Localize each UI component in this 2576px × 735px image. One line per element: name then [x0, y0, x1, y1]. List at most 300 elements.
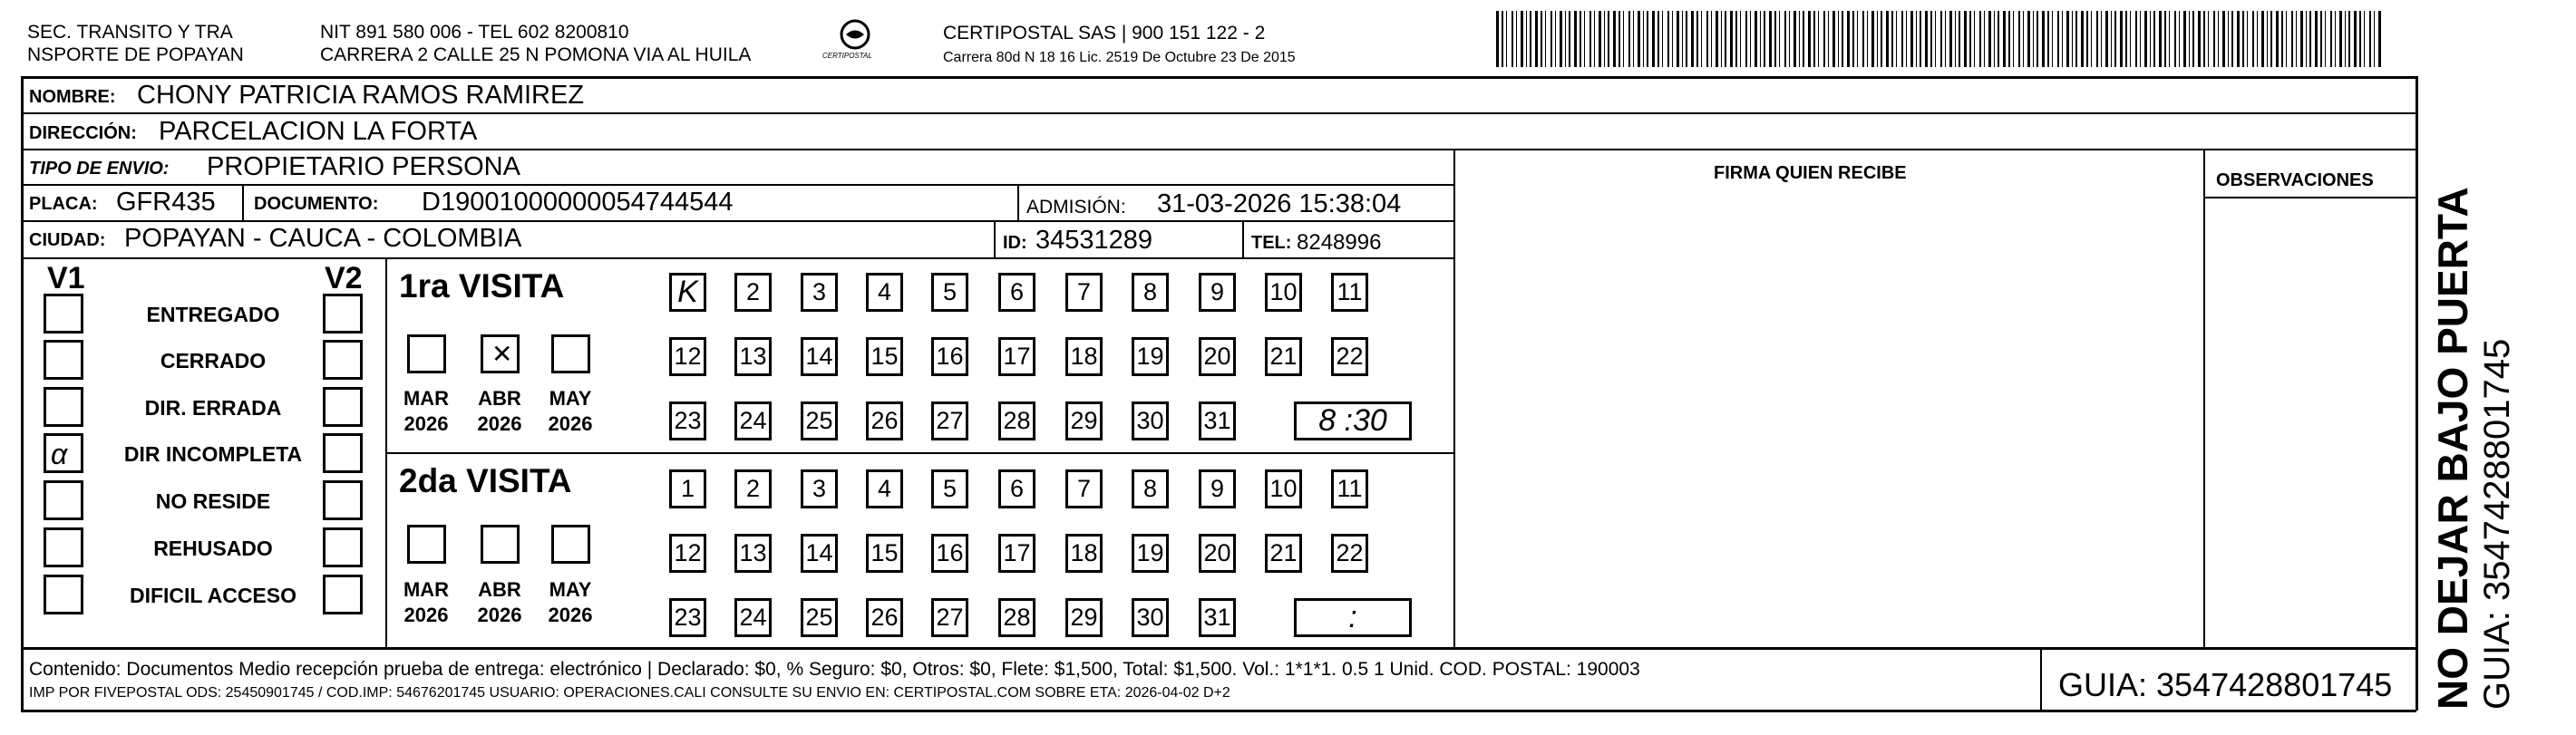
second-visit-month-label	[399, 577, 453, 627]
barcode-bar	[2169, 11, 2170, 67]
first-visit-day-box: 12	[669, 337, 706, 376]
barcode-bar	[1877, 11, 1878, 67]
barcode-bar	[2036, 11, 2038, 67]
second-visit-day-box: 31	[1199, 598, 1236, 637]
first-visit-day-box: 26	[866, 401, 903, 440]
v1-checkbox	[44, 433, 83, 473]
barcode-bar	[1920, 11, 1921, 67]
barcode-bar	[1633, 11, 1634, 67]
barcode-bar	[1512, 11, 1513, 67]
barcode-bar	[2091, 11, 2092, 67]
second-visit-day-box: 26	[866, 598, 903, 637]
second-visit-day-box: 30	[1132, 598, 1169, 637]
frame-line	[1453, 149, 1455, 648]
barcode-bar	[2003, 11, 2006, 67]
barcode-bar	[1930, 11, 1932, 67]
barcode-bar	[2306, 11, 2307, 67]
barcode-bar	[2023, 11, 2024, 67]
barcode-bar	[1906, 11, 1907, 67]
document-value: D19001000000054744544	[422, 188, 734, 217]
second-visit-month-name: ABR	[478, 578, 521, 601]
barcode-bar	[2291, 11, 2293, 67]
barcode-bar	[1755, 11, 1757, 67]
barcode-bar	[1964, 11, 1967, 67]
barcode-bar	[2354, 11, 2357, 67]
barcode-bar	[2270, 11, 2272, 67]
second-visit-day-box: 7	[1065, 469, 1103, 508]
first-visit-day-box: 4	[866, 273, 903, 312]
second-visit-title: 2da VISITA	[399, 462, 572, 499]
barcode-bar	[1916, 11, 1917, 67]
barcode-bar	[2174, 11, 2176, 67]
barcode-bar	[1691, 11, 1694, 67]
barcode-bar	[2218, 11, 2219, 67]
side-text	[2430, 113, 2566, 711]
first-visit-day-box: 11	[1331, 273, 1368, 312]
barcode-bar	[2228, 11, 2229, 67]
barcode-bar	[1569, 11, 1570, 67]
barcode-bar	[1643, 11, 1644, 67]
barcode-bar	[1764, 11, 1765, 67]
barcode-bar	[2086, 11, 2088, 67]
v1-checkbox	[44, 480, 83, 520]
second-visit-day-box: 27	[931, 598, 968, 637]
barcode-bar	[1623, 11, 1624, 67]
barcode-bar	[1521, 11, 1523, 67]
barcode-bar	[1530, 11, 1531, 67]
barcode-bar	[2105, 11, 2108, 67]
barcode-bar	[1555, 11, 1556, 67]
barcode-bar	[1818, 11, 1819, 67]
frame-line	[2203, 149, 2205, 648]
second-visit-day-box: 1	[669, 469, 706, 508]
second-visit-day-box: 19	[1132, 534, 1169, 573]
barcode-bar	[2237, 11, 2240, 67]
barcode-bar	[1516, 11, 1517, 67]
v1-checkbox	[44, 294, 83, 334]
sender-org-line2: NSPORTE DE POPAYAN	[27, 44, 244, 65]
second-visit-day-box: 21	[1265, 534, 1302, 573]
barcode-bar	[1496, 11, 1499, 67]
barcode-bar	[1828, 11, 1829, 67]
barcode-bar	[1619, 11, 1620, 67]
second-visit-month-name: MAR	[403, 578, 450, 601]
barcode-bar	[2072, 11, 2073, 67]
barcode-bar	[1901, 11, 1903, 67]
first-visit-month-year: 2026	[548, 411, 593, 435]
barcode-bar	[1506, 11, 1507, 67]
status-label: NO RESIDE	[155, 489, 271, 513]
barcode-bar	[2062, 11, 2063, 67]
barcode-bar	[1647, 11, 1648, 67]
barcode-bar	[2153, 11, 2155, 67]
barcode-bar	[1682, 11, 1683, 67]
barcode-bar	[1842, 11, 1843, 67]
barcode-bar	[2140, 11, 2141, 67]
second-visit-day-box: 28	[998, 598, 1035, 637]
barcode-bar	[1871, 11, 1874, 67]
frame-line	[2040, 647, 2042, 711]
barcode-bar	[1998, 11, 1999, 67]
document-label: DOCUMENTO:	[254, 194, 379, 214]
first-visit-day-box: 25	[801, 401, 838, 440]
frame-line	[1242, 220, 1244, 257]
first-visit-day-box: 28	[998, 401, 1035, 440]
barcode-bar	[2359, 11, 2361, 67]
barcode-bar	[1545, 11, 1546, 67]
barcode-bar	[1988, 11, 1991, 67]
v2-checkbox	[323, 480, 363, 520]
tel-value: 8248996	[1297, 230, 1382, 255]
barcode-bar	[1565, 11, 1566, 67]
barcode-bar	[2276, 11, 2279, 67]
second-visit-day-box: 15	[866, 534, 903, 573]
barcode-bar	[1535, 11, 1538, 67]
first-visit-day-box: 14	[801, 337, 838, 376]
barcode-bar	[1857, 11, 1858, 67]
barcode-bar	[1652, 11, 1655, 67]
barcode-bar	[1696, 11, 1698, 67]
first-visit-month-label	[472, 386, 527, 436]
id-label: ID:	[1003, 233, 1027, 253]
barcode-bar	[2081, 11, 2084, 67]
frame-line	[1017, 184, 1019, 221]
frame-line	[21, 76, 2416, 79]
tel-label: TEL:	[1251, 233, 1292, 253]
barcode-bar	[1662, 11, 1663, 67]
barcode-bar	[2369, 11, 2371, 67]
barcode-bar	[1502, 11, 1503, 67]
barcode-bar	[2096, 11, 2098, 67]
first-visit-day-box-marked	[669, 273, 706, 312]
v1-checkbox	[44, 387, 83, 427]
first-visit-month-box	[551, 334, 590, 373]
barcode-bar	[1803, 11, 1804, 67]
courier-address: Carrera 80d N 18 16 Lic. 2519 De Octubre 23 De 2015	[943, 50, 1296, 65]
first-visit-month-label	[399, 386, 453, 436]
barcode-bar	[1823, 11, 1825, 67]
first-visit-month-label	[543, 386, 598, 436]
frame-line	[385, 452, 1453, 454]
barcode-bar	[2052, 11, 2053, 67]
first-visit-day-box: 23	[669, 401, 706, 440]
second-visit-day-box: 24	[734, 598, 772, 637]
status-label: DIR INCOMPLETA	[123, 442, 303, 466]
barcode-bar	[1891, 11, 1893, 67]
barcode-bar	[1784, 11, 1786, 67]
barcode-bar	[2261, 11, 2264, 67]
barcode-bar	[2231, 11, 2233, 67]
plate-value: GFR435	[116, 188, 216, 217]
barcode-bar	[2364, 11, 2365, 67]
first-visit-day-box: 19	[1132, 337, 1169, 376]
barcode-bar	[2008, 11, 2010, 67]
second-visit-day-box: 14	[801, 534, 838, 573]
barcode-bar	[2325, 11, 2326, 67]
first-visit-month-year: 2026	[477, 411, 522, 435]
barcode-bar	[2013, 11, 2014, 67]
footer-guia: GUIA: 3547428801745	[2058, 666, 2393, 703]
first-visit-month-name: MAR	[403, 387, 450, 410]
first-visit-day-box: 5	[931, 273, 968, 312]
barcode-bar	[1867, 11, 1868, 67]
barcode-bar	[1750, 11, 1751, 67]
v2-checkbox	[323, 294, 363, 334]
barcode-bar	[1935, 11, 1936, 67]
second-visit-day-box: 9	[1199, 469, 1236, 508]
second-visit-day-box: 4	[866, 469, 903, 508]
city-value: POPAYAN - CAUCA - COLOMBIA	[124, 224, 522, 253]
barcode-bar	[1886, 11, 1889, 67]
barcode-bar	[2339, 11, 2342, 67]
barcode-bar	[2027, 11, 2030, 67]
second-visit-day-box: 10	[1265, 469, 1302, 508]
second-visit-day-box: 23	[669, 598, 706, 637]
barcode-bar	[1896, 11, 1897, 67]
first-visit-day-box: 2	[734, 273, 772, 312]
barcode-bar	[1584, 11, 1585, 67]
first-visit-day-box: 21	[1265, 337, 1302, 376]
barcode-bar	[1769, 11, 1772, 67]
barcode-bar	[2179, 11, 2180, 67]
v2-checkbox	[323, 387, 363, 427]
first-visit-month-box	[407, 334, 446, 373]
first-visit-day-box: 13	[734, 337, 772, 376]
frame-line	[21, 76, 24, 711]
second-visit-month-year: 2026	[548, 603, 593, 626]
barcode-bar	[1959, 11, 1960, 67]
barcode-bar	[2101, 11, 2102, 67]
barcode-bar	[1984, 11, 1985, 67]
barcode-bar	[1735, 11, 1737, 67]
barcode-bar	[1862, 11, 1864, 67]
barcode-bar	[1526, 11, 1527, 67]
barcode-bar	[2130, 11, 2131, 67]
barcode-bar	[1832, 11, 1835, 67]
frame-line	[21, 220, 1453, 222]
frame-line	[21, 184, 1453, 186]
courier-name: CERTIPOSTAL SAS | 900 151 122 - 2	[943, 23, 1266, 44]
barcode-bar	[1793, 11, 1796, 67]
barcode-bar	[2164, 11, 2166, 67]
barcode-bar	[1774, 11, 1776, 67]
barcode-bar	[1838, 11, 1839, 67]
frame-line	[21, 647, 2416, 650]
barcode-bar	[1789, 11, 1790, 67]
barcode-bar	[2075, 11, 2077, 67]
second-visit-day-box: 2	[734, 469, 772, 508]
barcode-bar	[2330, 11, 2332, 67]
barcode-bar	[2242, 11, 2244, 67]
barcode-bar	[1604, 11, 1605, 67]
first-visit-day-box: 18	[1065, 337, 1103, 376]
barcode-bar	[1667, 11, 1669, 67]
barcode-bar	[1706, 11, 1708, 67]
barcode-bar	[2300, 11, 2303, 67]
barcode-bar	[2374, 11, 2375, 67]
second-visit-month-label	[543, 577, 598, 627]
barcode-bar	[1779, 11, 1780, 67]
side-guia: GUIA: 3547428801745	[2477, 338, 2517, 710]
admission-value: 31-03-2026 15:38:04	[1157, 189, 1402, 218]
barcode-bar	[2125, 11, 2127, 67]
barcode-bar	[2120, 11, 2123, 67]
barcode-bar	[1969, 11, 1971, 67]
barcode-bar	[1574, 11, 1577, 67]
barcode-bar	[2042, 11, 2045, 67]
shipment-type: PROPIETARIO PERSONA	[207, 152, 520, 181]
barcode-bar	[2144, 11, 2147, 67]
barcode-bar	[2247, 11, 2248, 67]
second-visit-day-box: 6	[998, 469, 1035, 508]
barcode-bar	[2203, 11, 2205, 67]
first-visit-day-box: 22	[1331, 337, 1368, 376]
barcode-bar	[2150, 11, 2151, 67]
barcode-bar	[2252, 11, 2254, 67]
first-visit-month-box-marked	[481, 334, 520, 373]
admission-label: ADMISIÓN:	[1026, 197, 1126, 218]
frame-line	[21, 112, 2416, 114]
barcode-bar	[1550, 11, 1552, 67]
barcode-bar	[1799, 11, 1800, 67]
frame-line	[385, 257, 387, 648]
barcode-bar	[1657, 11, 1659, 67]
first-visit-time-box: 8 :30	[1294, 401, 1412, 440]
barcode-bar	[1711, 11, 1712, 67]
barcode-bar	[2345, 11, 2346, 67]
first-visit-day-box: 3	[801, 273, 838, 312]
barcode-bar	[1721, 11, 1722, 67]
id-value: 34531289	[1035, 226, 1153, 255]
barcode	[1496, 11, 2386, 67]
barcode-bar	[1580, 11, 1581, 67]
second-visit-day-box: 25	[801, 598, 838, 637]
barcode-bar	[2320, 11, 2322, 67]
barcode-bar	[1599, 11, 1601, 67]
first-visit-day-box: 17	[998, 337, 1035, 376]
first-visit-month-mark: ✕	[491, 340, 513, 368]
v2-checkbox	[323, 575, 363, 614]
second-visit-day-box: 18	[1065, 534, 1103, 573]
first-visit-day-box: 10	[1265, 273, 1302, 312]
barcode-bar	[2309, 11, 2311, 67]
barcode-bar	[2189, 11, 2190, 67]
barcode-bar	[1813, 11, 1815, 67]
content-line: Contenido: Documentos Medio recepción prueba de entrega: electrónico | Declarado: $0, % Seguro: $0, Otros: $0, Flete: $1,500, Total: $1,500. Vol.: 1*1*1. 0.5 1 Unid. COD. POSTAL: 190003	[29, 659, 1640, 680]
no-dejar-bajo-puerta: NO DEJAR BAJO PUERTA	[2429, 187, 2476, 710]
barcode-bar	[2296, 11, 2297, 67]
barcode-bar	[2159, 11, 2162, 67]
barcode-bar	[2208, 11, 2209, 67]
barcode-bar	[1701, 11, 1702, 67]
plate-label: PLACA:	[29, 194, 98, 214]
barcode-bar	[2183, 11, 2186, 67]
first-visit-title: 1ra VISITA	[399, 267, 565, 305]
barcode-bar	[2286, 11, 2287, 67]
recipient-name: CHONY PATRICIA RAMOS RAMIREZ	[137, 81, 585, 110]
first-visit-month-name: ABR	[478, 387, 521, 410]
imp-line: IMP POR FIVEPOSTAL ODS: 25450901745 / COD.IMP: 54676201745 USUARIO: OPERACIONES.CALI CONSULTE SU ENVIO EN: CERTIPOSTAL.COM SOBRE ETA: 2026-04-02 D+2	[29, 685, 1230, 701]
barcode-bar	[1940, 11, 1942, 67]
barcode-bar	[1881, 11, 1882, 67]
first-visit-month-year: 2026	[403, 411, 449, 435]
first-visit-day-box: 27	[931, 401, 968, 440]
barcode-bar	[2111, 11, 2112, 67]
barcode-bar	[1716, 11, 1718, 67]
second-visit-month-name: MAY	[549, 578, 592, 601]
barcode-bar	[1955, 11, 1956, 67]
barcode-bar	[1852, 11, 1854, 67]
first-visit-day-box: 29	[1065, 401, 1103, 440]
observations-header: OBSERVACIONES	[2216, 170, 2374, 190]
type-label: TIPO DE ENVIO:	[29, 159, 170, 179]
v1-checkbox	[44, 340, 83, 380]
certipostal-logo-text: CERTIPOSTAL	[822, 52, 872, 60]
v2-checkbox	[323, 527, 363, 567]
barcode-bar	[1638, 11, 1640, 67]
barcode-bar	[2047, 11, 2049, 67]
frame-line	[994, 220, 996, 257]
barcode-bar	[2213, 11, 2215, 67]
frame-line	[21, 149, 2416, 150]
first-visit-day-box: 31	[1199, 401, 1236, 440]
barcode-bar	[1589, 11, 1591, 67]
barcode-bar	[1745, 11, 1747, 67]
v2-checkbox	[323, 433, 363, 473]
v2-checkbox	[323, 340, 363, 380]
barcode-bar	[2315, 11, 2318, 67]
barcode-bar	[2348, 11, 2350, 67]
address-label: DIRECCIÓN:	[29, 123, 137, 143]
barcode-bar	[2281, 11, 2283, 67]
sender-address: CARRERA 2 CALLE 25 N POMONA VIA AL HUILA	[320, 44, 752, 65]
recipient-address: PARCELACION LA FORTA	[159, 117, 478, 146]
first-visit-day-mark: K	[677, 275, 698, 309]
second-visit-day-box: 5	[931, 469, 968, 508]
barcode-bar	[2114, 11, 2116, 67]
first-visit-day-box: 30	[1132, 401, 1169, 440]
frame-line	[2416, 76, 2418, 711]
barcode-bar	[1560, 11, 1562, 67]
barcode-bar	[2378, 11, 2381, 67]
barcode-bar	[2257, 11, 2258, 67]
barcode-bar	[1974, 11, 1975, 67]
sender-org-line1: SEC. TRANSITO Y TRA	[27, 22, 233, 43]
v1-checkbox	[44, 527, 83, 567]
barcode-bar	[1740, 11, 1741, 67]
barcode-bar	[1730, 11, 1733, 67]
city-label: CIUDAD:	[29, 230, 106, 250]
second-visit-day-box: 22	[1331, 534, 1368, 573]
barcode-bar	[2335, 11, 2336, 67]
barcode-bar	[1979, 11, 1981, 67]
barcode-bar	[1847, 11, 1850, 67]
second-visit-day-box: 20	[1199, 534, 1236, 573]
first-visit-day-box: 16	[931, 337, 968, 376]
second-visit-month-year: 2026	[477, 603, 522, 626]
frame-line	[21, 257, 1453, 259]
status-label: CERRADO	[160, 349, 267, 372]
frame-line	[21, 710, 2416, 712]
frame-line	[2203, 197, 2416, 198]
status-label: ENTREGADO	[146, 303, 280, 326]
v1-mark: α	[51, 438, 68, 470]
barcode-bar	[1541, 11, 1542, 67]
barcode-bar	[1945, 11, 1946, 67]
barcode-bar	[2057, 11, 2059, 67]
v2-label: V2	[325, 261, 363, 295]
barcode-bar	[1925, 11, 1928, 67]
